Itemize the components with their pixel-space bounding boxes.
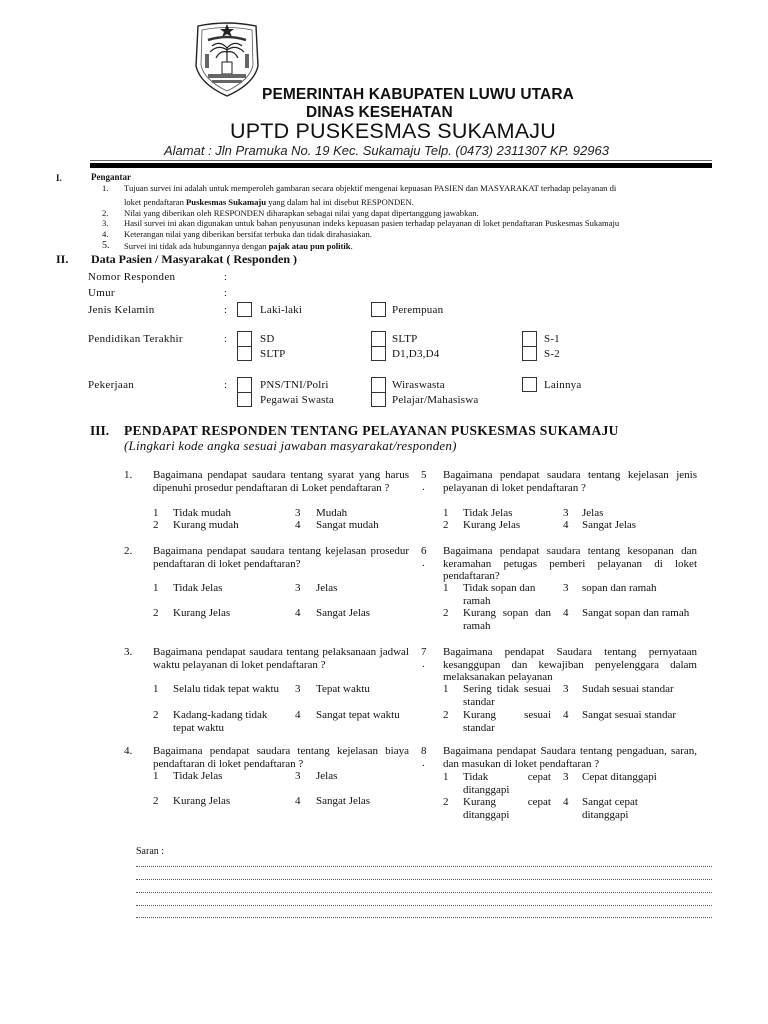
q8-answer-2-label: Kurang cepat ditanggapi: [463, 796, 551, 821]
q5-answer-4-code[interactable]: 4: [563, 519, 569, 531]
occupation-entrepreneur-label: Wiraswasta: [392, 379, 445, 391]
q3-answer-4-label: Sangat tepat waktu: [316, 709, 400, 721]
q2-answer-2-code[interactable]: 2: [153, 607, 159, 619]
intro-text-part: Survei ini tidak ada hubungannya dengan: [124, 241, 269, 251]
colon: :: [224, 333, 228, 345]
q7-answer-4-label: Sangat sesuai standar: [582, 709, 677, 721]
question-7-dot: .: [422, 658, 425, 670]
education-diploma-label: D1,D3,D4: [392, 348, 440, 360]
occupation-student-checkbox[interactable]: [371, 392, 386, 407]
q6-answer-3-code[interactable]: 3: [563, 582, 569, 594]
organization-title: UPTD PUSKESMAS SUKAMAJU: [230, 119, 556, 143]
q4-answer-1-label: Tidak Jelas: [173, 770, 223, 782]
occupation-pns-checkbox[interactable]: [237, 377, 252, 392]
q5-answer-4-label: Sangat Jelas: [582, 519, 637, 531]
intro-item-text: [124, 241, 724, 252]
q7-answer-3-code[interactable]: 3: [563, 683, 569, 695]
q3-answer-1-code[interactable]: 1: [153, 683, 159, 695]
q7-answer-1-code[interactable]: 1: [443, 683, 449, 695]
occupation-other-checkbox[interactable]: [522, 377, 537, 392]
question-3-number: 3.: [124, 646, 133, 658]
suggestions-label: Saran :: [136, 846, 165, 857]
colon: :: [224, 271, 228, 283]
q2-answer-1-code[interactable]: 1: [153, 582, 159, 594]
q4-answer-3-code[interactable]: 3: [295, 770, 301, 782]
gender-label: Jenis Kelamin: [88, 304, 155, 316]
q3-answer-3-code[interactable]: 3: [295, 683, 301, 695]
q3-answer-4-code[interactable]: 4: [295, 709, 301, 721]
question-8-number: 8: [421, 745, 427, 757]
q6-answer-1-label: Tidak sopan dan ramah: [463, 582, 536, 607]
intro-item-number: 4.: [102, 229, 109, 239]
q7-answer-1-label: Sering tidak sesuai standar: [463, 683, 551, 708]
question-7-text: Bagaimana pendapat Saudara tentang pernyataan kesanggupan dan kewajiban penyelenggara dalam melaksanakan pelayanan: [443, 646, 697, 683]
intro-text-part: .: [350, 241, 353, 251]
suggestion-line-2[interactable]: [136, 879, 712, 880]
q6-answer-4-label: Sangat sopan dan ramah: [582, 607, 690, 619]
section-1-number: I.: [56, 173, 62, 183]
education-sltp-checkbox[interactable]: [237, 346, 252, 361]
q2-answer-2-label: Kurang Jelas: [173, 607, 231, 619]
education-sd-label: SD: [260, 333, 275, 345]
gender-male-checkbox[interactable]: [237, 302, 252, 317]
education-s1-checkbox[interactable]: [522, 331, 537, 346]
q1-answer-2-code[interactable]: 2: [153, 519, 159, 531]
q5-answer-1-code[interactable]: 1: [443, 507, 449, 519]
colon: :: [224, 287, 228, 299]
q8-answer-2-code[interactable]: 2: [443, 796, 449, 808]
education-sltp-2-label: SLTP: [392, 333, 418, 345]
education-s2-checkbox[interactable]: [522, 346, 537, 361]
q7-answer-2-label: Kurang sesuai standar: [463, 709, 551, 734]
education-label: Pendidikan Terakhir: [88, 333, 183, 345]
q3-answer-3-label: Tepat waktu: [316, 683, 370, 695]
section-3-instructions: (Lingkari kode angka sesuai jawaban masyarakat/responden): [124, 438, 457, 453]
suggestion-line-5[interactable]: [136, 917, 712, 918]
q1-answer-1-label: Tidak mudah: [173, 507, 231, 519]
q2-answer-1-label: Tidak Jelas: [173, 582, 223, 594]
occupation-private-employee-checkbox[interactable]: [237, 392, 252, 407]
gender-female-checkbox[interactable]: [371, 302, 386, 317]
question-5-text: Bagaimana pendapat saudara tentang kejelasan jenis pelayanan di loket pendaftaran ?: [443, 469, 697, 494]
intro-item-text: Hasil survei ini akan digunakan untuk bahan penyusunan indeks kepuasan pasien terhadap pelayanan di loket pendaftaran Puskesmas Sukamaju: [124, 218, 620, 228]
q5-answer-2-label: Kurang Jelas: [463, 519, 521, 531]
q2-answer-4-label: Sangat Jelas: [316, 607, 371, 619]
q1-answer-2-label: Kurang mudah: [173, 519, 239, 531]
q4-answer-2-label: Kurang Jelas: [173, 795, 231, 807]
education-s2-label: S-2: [544, 348, 560, 360]
intro-text-bold: pajak atau pun politik: [268, 241, 351, 251]
question-6-text: Bagaimana pendapat saudara tentang kesopanan dan keramahan petugas pemberi pelayanan di loket pendaftaran?: [443, 545, 697, 582]
occupation-label: Pekerjaan: [88, 379, 135, 391]
intro-item-text-continued: [124, 197, 724, 208]
header-divider: [90, 163, 712, 168]
q2-answer-3-label: Jelas: [316, 582, 338, 594]
q1-answer-1-code[interactable]: 1: [153, 507, 159, 519]
q3-answer-2-code[interactable]: 2: [153, 709, 159, 721]
intro-item-number: 2.: [102, 208, 109, 218]
age-label: Umur: [88, 287, 115, 299]
question-2-number: 2.: [124, 545, 133, 557]
education-sltp-label: SLTP: [260, 348, 286, 360]
section-2-number: II.: [56, 252, 69, 266]
q2-answer-4-code[interactable]: 4: [295, 607, 301, 619]
intro-item-number: 1.: [102, 183, 109, 193]
q7-answer-3-label: Sudah sesuai standar: [582, 683, 674, 695]
question-4-text: Bagaimana pendapat saudara tentang kejelasan biaya pendaftaran di loket pendaftaran ?: [153, 745, 409, 770]
education-sd-checkbox[interactable]: [237, 331, 252, 346]
q1-answer-3-code[interactable]: 3: [295, 507, 301, 519]
section-1-title: Pengantar: [91, 172, 131, 182]
q8-answer-4-label: Sangat cepat ditanggapi: [582, 796, 638, 821]
question-5-number: 5: [421, 469, 427, 481]
q3-answer-1-label: Selalu tidak tepat waktu: [173, 683, 279, 695]
q8-answer-4-code[interactable]: 4: [563, 796, 569, 808]
section-2-title: Data Pasien / Masyarakat ( Responden ): [91, 252, 297, 266]
education-sltp-2-checkbox[interactable]: [371, 331, 386, 346]
intro-item-text: Tujuan survei ini adalah untuk memperoleh gambaran secara objektif mengenai kepuasan PASIEN dan MASYARAKAT terhadap pelayanan di: [124, 183, 617, 193]
department-title: DINAS KESEHATAN: [306, 104, 453, 121]
question-2-text: Bagaimana pendapat saudara tentang kejelasan prosedur pendaftaran di loket pendaftaran?: [153, 545, 409, 570]
question-1-text: Bagaimana pendapat saudara tentang syarat yang harus dipenuhi prosedur pendaftaran di Loket pendaftaran ?: [153, 469, 409, 494]
intro-item-number: 3.: [102, 218, 109, 228]
question-3-text: Bagaimana pendapat saudara tentang pelaksanaan jadwal waktu pelayanan di loket pendaftaran ?: [153, 646, 409, 671]
education-diploma-checkbox[interactable]: [371, 346, 386, 361]
question-1-number: 1.: [124, 469, 133, 481]
q8-answer-3-label: Cepat ditanggapi: [582, 771, 657, 783]
question-8-dot: .: [422, 757, 425, 769]
gender-male-label: Laki-laki: [260, 304, 303, 316]
q5-answer-1-label: Tidak Jelas: [463, 507, 513, 519]
question-4-number: 4.: [124, 745, 133, 757]
occupation-entrepreneur-checkbox[interactable]: [371, 377, 386, 392]
intro-text-bold: Puskesmas Sukamaju: [186, 197, 267, 207]
q7-answer-4-code[interactable]: 4: [563, 709, 569, 721]
q6-answer-2-code[interactable]: 2: [443, 607, 449, 619]
q6-answer-4-code[interactable]: 4: [563, 607, 569, 619]
question-5-dot: .: [422, 481, 425, 493]
q6-answer-2-label: Kurang sopan dan ramah: [463, 607, 551, 632]
colon: :: [224, 379, 228, 391]
q8-answer-3-code[interactable]: 3: [563, 771, 569, 783]
q4-answer-4-code[interactable]: 4: [295, 795, 301, 807]
q1-answer-4-label: Sangat mudah: [316, 519, 379, 531]
suggestion-line-3[interactable]: [136, 892, 712, 893]
intro-item-number: 5.: [102, 240, 110, 251]
q5-answer-2-code[interactable]: 2: [443, 519, 449, 531]
question-6-number: 6: [421, 545, 427, 557]
q4-answer-3-label: Jelas: [316, 770, 338, 782]
intro-text-part: loket pendaftaran: [124, 197, 187, 207]
q1-answer-3-label: Mudah: [316, 507, 348, 519]
suggestion-line-4[interactable]: [136, 905, 712, 906]
q4-answer-1-code[interactable]: 1: [153, 770, 159, 782]
q5-answer-3-code[interactable]: 3: [563, 507, 569, 519]
q8-answer-1-code[interactable]: 1: [443, 771, 449, 783]
question-8-text: Bagaimana pendapat Saudara tentang pengaduan, saran, dan masukan di loket pendaftaran ?: [443, 745, 697, 770]
intro-text-part: yang dalam hal ini disebut RESPONDEN.: [266, 197, 414, 207]
address-line: Alamat : Jln Pramuka No. 19 Kec. Sukamaju Telp. (0473) 2311307 KP. 92963: [164, 143, 609, 158]
q8-answer-1-label: Tidak cepat ditanggapi: [463, 771, 551, 796]
occupation-pns-label: PNS/TNI/Polri: [260, 379, 329, 391]
occupation-other-label: Lainnya: [544, 379, 582, 391]
gender-female-label: Perempuan: [392, 304, 444, 316]
regency-coat-of-arms-icon: [190, 20, 264, 98]
question-7-number: 7: [421, 646, 427, 658]
education-s1-label: S-1: [544, 333, 560, 345]
occupation-student-label: Pelajar/Mahasiswa: [392, 394, 479, 406]
q4-answer-2-code[interactable]: 2: [153, 795, 159, 807]
q4-answer-4-label: Sangat Jelas: [316, 795, 371, 807]
q6-answer-1-code[interactable]: 1: [443, 582, 449, 594]
question-6-dot: .: [422, 557, 425, 569]
respondent-number-label: Nomor Responden: [88, 271, 176, 283]
q7-answer-2-code[interactable]: 2: [443, 709, 449, 721]
q1-answer-4-code[interactable]: 4: [295, 519, 301, 531]
q2-answer-3-code[interactable]: 3: [295, 582, 301, 594]
intro-item-text: Keterangan nilai yang diberikan bersifat terbuka dan tidak dirahasiakan.: [124, 229, 372, 239]
section-3-number: III.: [90, 423, 110, 438]
occupation-private-employee-label: Pegawai Swasta: [260, 394, 334, 406]
q6-answer-3-label: sopan dan ramah: [582, 582, 657, 594]
q5-answer-3-label: Jelas: [582, 507, 604, 519]
colon: :: [224, 304, 228, 316]
q3-answer-2-label: Kadang-kadang tidak tepat waktu: [173, 709, 268, 734]
suggestion-line-1[interactable]: [136, 866, 712, 867]
government-title: PEMERINTAH KABUPATEN LUWU UTARA: [262, 86, 574, 103]
header-divider-thin: [90, 160, 712, 161]
section-3-title: PENDAPAT RESPONDEN TENTANG PELAYANAN PUSKESMAS SUKAMAJU: [124, 423, 619, 438]
intro-item-text: Nilai yang diberikan oleh RESPONDEN diharapkan sebagai nilai yang dapat dipertanggung jawabkan.: [124, 208, 479, 218]
